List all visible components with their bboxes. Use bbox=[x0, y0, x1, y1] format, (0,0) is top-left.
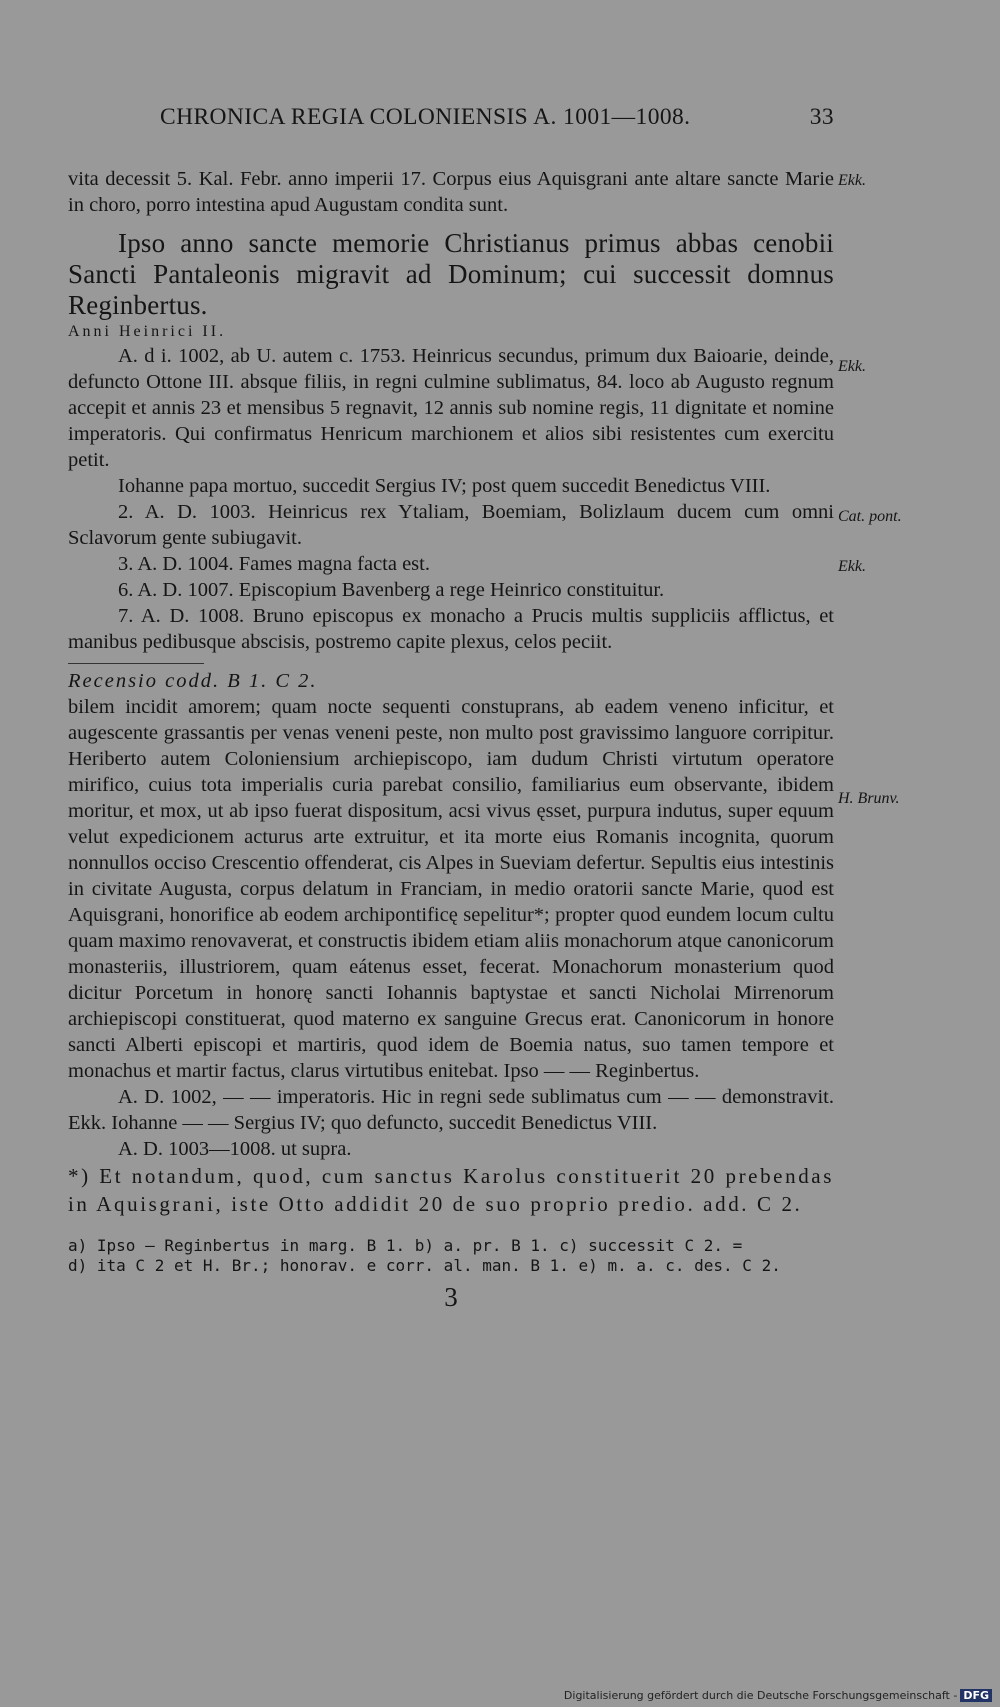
paragraph-1004: 3. A. D. 1004. Fames magna facta est. bbox=[118, 553, 430, 575]
recensio-heading: Recensio codd. B 1. C 2. bbox=[68, 670, 318, 692]
signature-mark: 3 bbox=[444, 1282, 458, 1312]
note-asterisk: *) Et notandum, quod, cum sanctus Karolus constituerit 20 prebendas in Aquisgrani, iste Otto addidit 20 de suo proprio predio. add. C 2. bbox=[68, 1164, 834, 1216]
digitization-credit bbox=[564, 1689, 992, 1702]
footnote-line: d) ita C 2 et H. Br.; honorav. e corr. al. man. B 1. e) m. a. c. des. C 2. bbox=[68, 1256, 781, 1275]
paragraph-death-otto: vita decessit 5. Kal. Febr. anno imperii 17. Corpus eius Aquisgrani ante altare sancte Marie in choro, porro intestina apud Augustam condita sunt. bbox=[68, 168, 834, 216]
margin-note: H. Brunv. bbox=[838, 790, 900, 807]
footnote-line: a) Ipso — Reginbertus in marg. B 1. b) a. pr. B 1. c) successit C 2. = bbox=[68, 1236, 743, 1255]
paragraph-recensio-1002: A. D. 1002, — — imperatoris. Hic in regni sede sublimatus cum — — demonstravit. Ekk. Iohanne — — Sergius IV; quo defuncto, succedit Benedictus VIII. bbox=[68, 1086, 834, 1134]
margin-note: Ekk. bbox=[838, 358, 866, 375]
paragraph-papal-succession: Iohanne papa mortuo, succedit Sergius IV; post quem succedit Benedictus VIII. bbox=[118, 475, 771, 497]
paragraph-recensio-body: bilem incidit amorem; quam nocte sequenti constuprans, ab eadem veneno inficitur, et augescente grassantis per venas veneni peste, non multo post gravissimo languore corripitur. Heriberto autem Coloniensium archiepiscopo, iam dudum Christi virtutum operatore mirifico, cuius tota imperialis curia parebat consilio, familiarius eum observante, ibidem moritur, et mox, ut ab ipso fuerat dispositum, acsi vivus ęsset, purpura indutus, super equum velut expedicionem acturus arte extruitur, et ita morte eius Romanis incognita, quorum nonnullos occiso Crescentio offenderat, cis Alpes in Sueviam defertur. Sepultis eius intestinis in civitate Augusta, corpus delatum in Franciam, in medio oratorii sancte Marie, quod est Aquisgrani, honorifice ab eodem archipontificę sepelitur*; propter quod eundem locum cultu quam maximo renovaverat, et constructis ibidem etiam aliis monachorum atque canonicorum monasteriis, illustriorem, quam eátenus esset, fecerat. Monachorum monasterium quod dicitur Porcetum in honorę sancti Iohannis baptystae et sancti Nicholai Mirrenorum archiepiscopi constituerat, quod materno ex sanguine Grecus erat. Canonicorum in honore sancti Alberti episcopi et martiris, quod idem de Boemia natus, suo tamen tempore et monachus et martir factus, clarus virtutibus enitebat. Ipso — — Reginbertus. bbox=[68, 696, 834, 1082]
paragraph-1003: 2. A. D. 1003. Heinricus rex Ytaliam, Boemiam, Bolizlaum ducem cum omni Sclavorum gente subiugavit. bbox=[68, 501, 834, 549]
margin-note: Cat. pont. bbox=[838, 508, 902, 525]
paragraph-recensio-1003: A. D. 1003—1008. ut supra. bbox=[118, 1138, 352, 1160]
section-rule bbox=[68, 663, 204, 664]
paragraph-christianus: Ipso anno sancte memorie Christianus primus abbas cenobii Sancti Pantaleonis migravit ad Dominum; cui successit domnus Reginbertus. bbox=[68, 228, 834, 320]
header-title: CHRONICA REGIA COLONIENSIS A. 1001—1008. bbox=[160, 104, 691, 130]
paragraph-1008: 7. A. D. 1008. Bruno episcopus ex monacho a Prucis multis suppliciis afflictus, et manibus pedibusque abscisis, postremo capite plexus, celos peciit. bbox=[68, 605, 834, 653]
section-heading-anni-heinrici: Anni Heinrici II. bbox=[68, 323, 227, 340]
credit-text: Digitalisierung gefördert durch die Deutsche Forschungsgemeinschaft - bbox=[563, 1689, 958, 1702]
margin-note: Ekk. bbox=[838, 558, 866, 575]
page-number: 33 bbox=[809, 104, 834, 130]
paragraph-1002: A. d i. 1002, ab U. autem c. 1753. Heinricus secundus, primum dux Baioarie, deinde, defuncto Ottone III. absque filiis, in regni culmine sublimatus, 84. loco ab Augusto regnum accepit et annis 23 et mensibus 5 regnavit, 12 annis sub nomine regis, 11 dignitate et nomine imperatoris. Qui confirmatus Henricum marchionem et alios sibi resistentes cum exercitu petit. bbox=[68, 345, 834, 471]
running-header bbox=[68, 104, 834, 144]
text-body bbox=[68, 166, 834, 1310]
margin-note: Ekk. bbox=[838, 172, 866, 189]
footnotes bbox=[68, 1236, 834, 1276]
paragraph-1007: 6. A. D. 1007. Episcopium Bavenberg a rege Heinrico constituitur. bbox=[118, 579, 665, 601]
dfg-logo: DFG bbox=[960, 1689, 992, 1702]
